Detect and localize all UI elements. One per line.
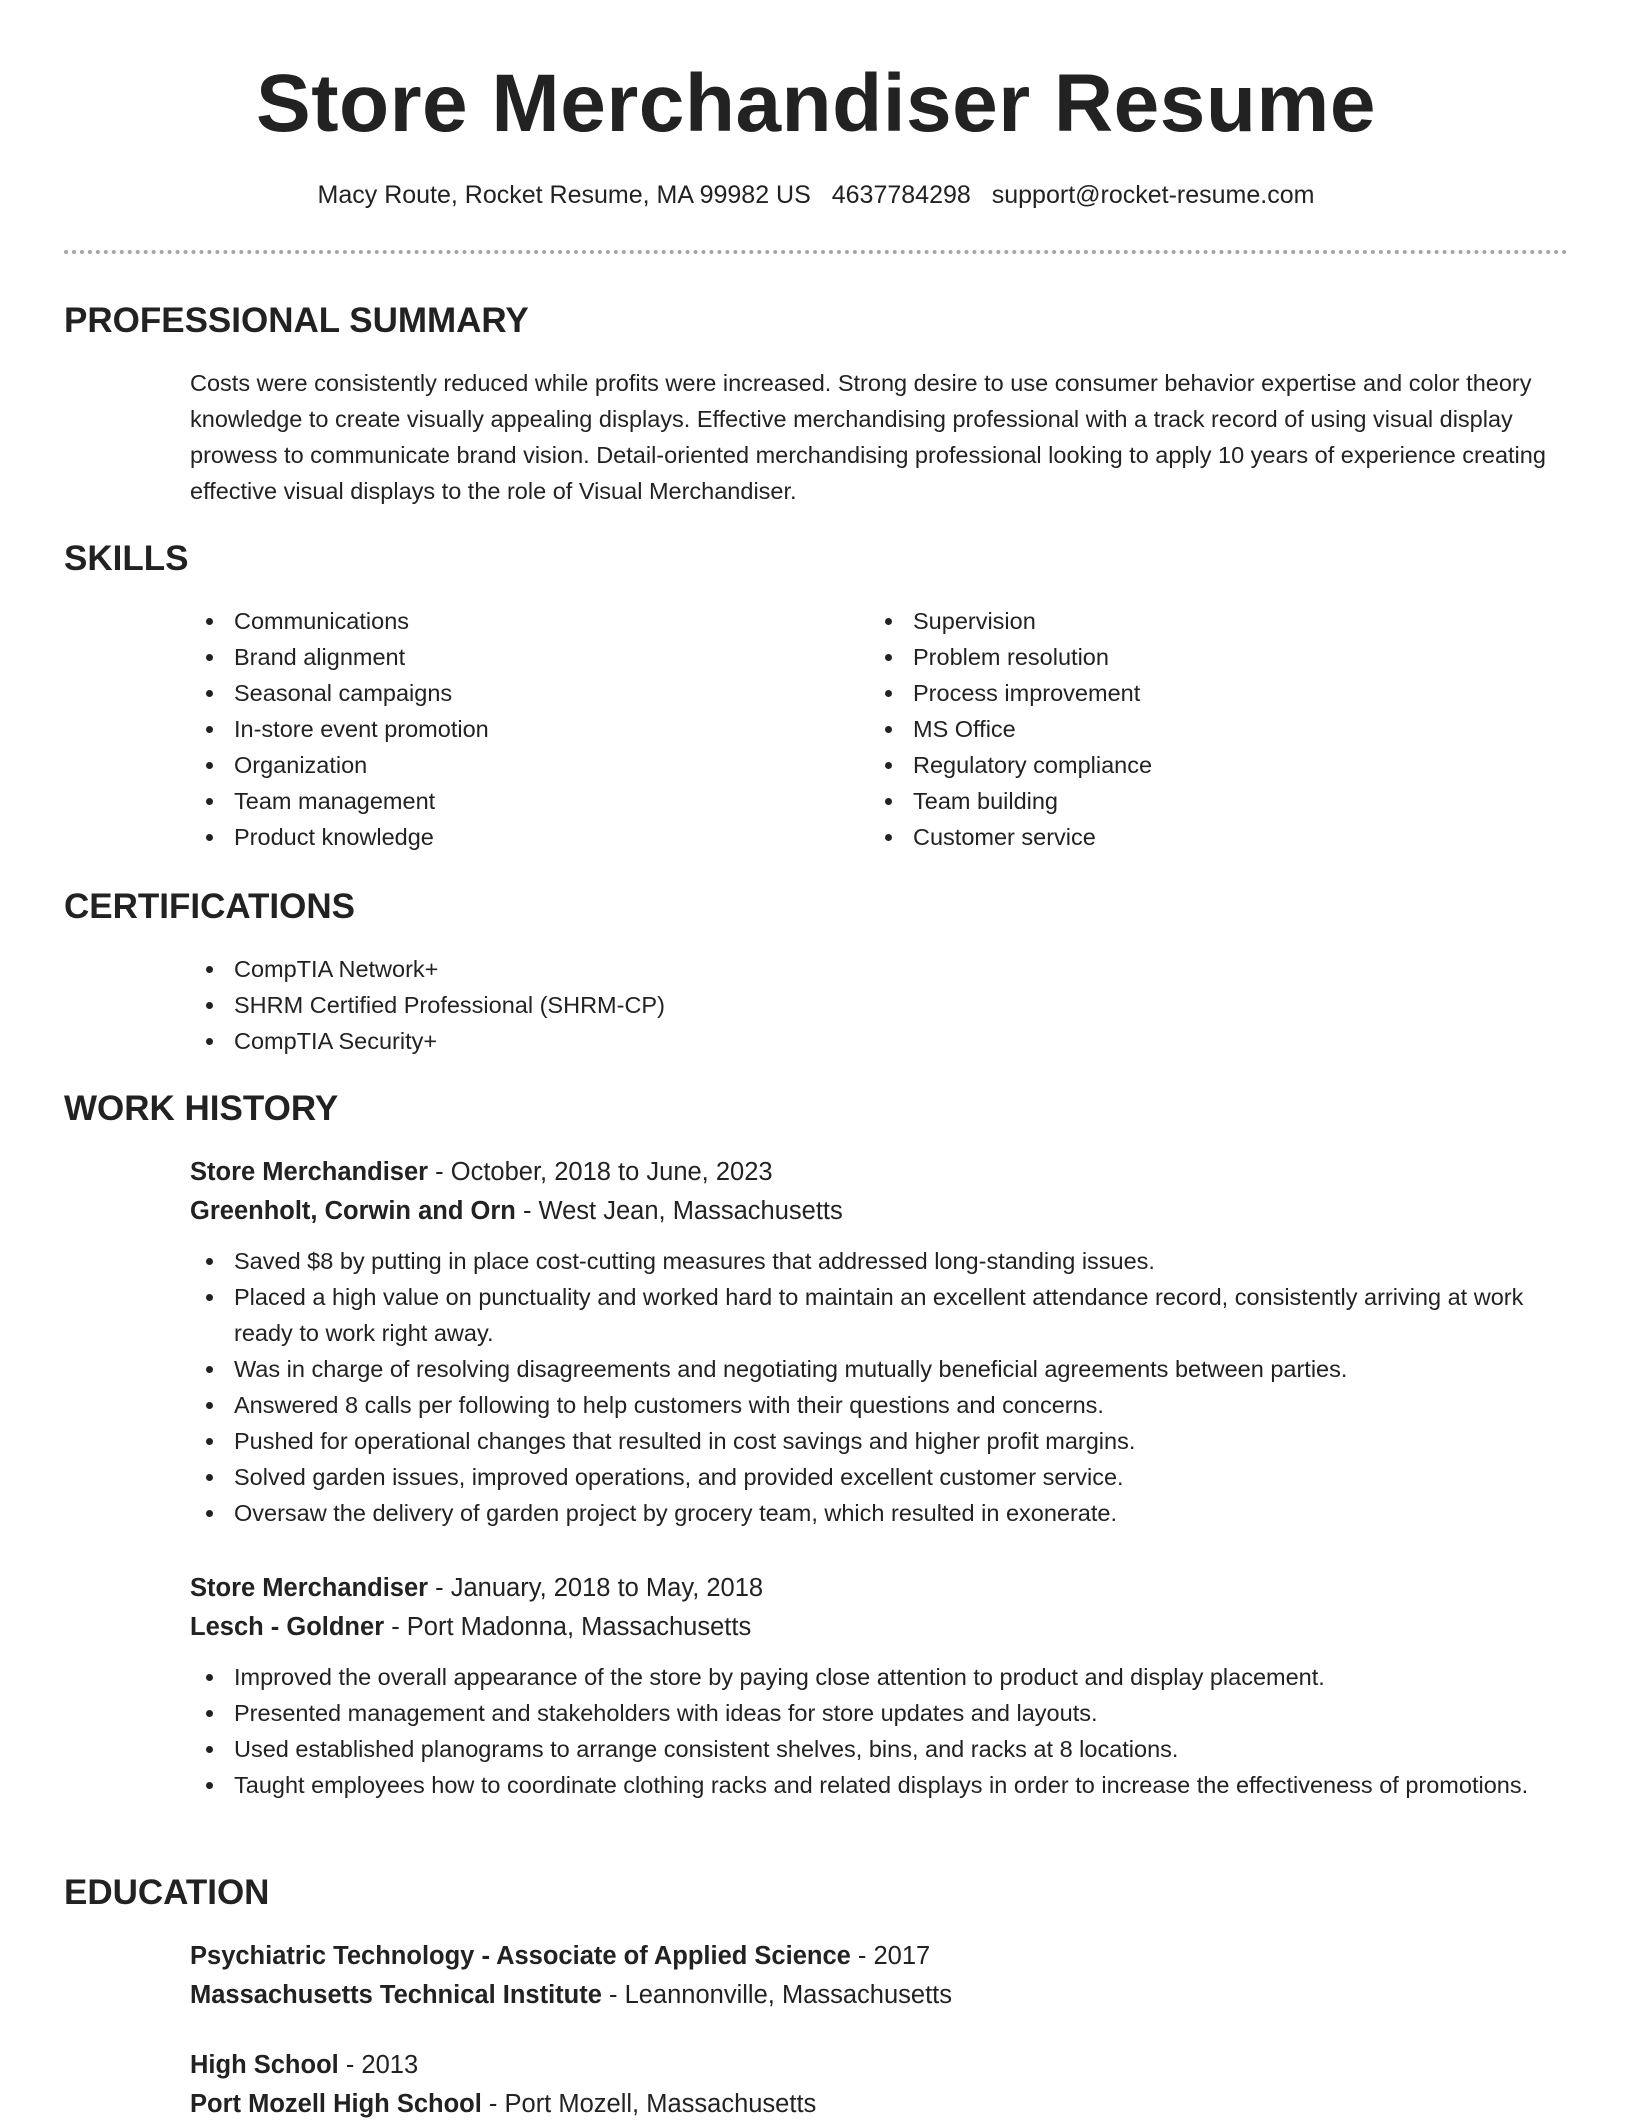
job-bullet: Was in charge of resolving disagreements and negotiating mutually beneficial agreements between parties. xyxy=(190,1351,1568,1387)
skill-item: Process improvement xyxy=(869,675,1152,711)
job-dates: - January, 2018 to May, 2018 xyxy=(428,1574,764,1602)
job-bullet: Used established planograms to arrange consistent shelves, bins, and racks at 8 locations. xyxy=(190,1731,1568,1767)
job-bullet: Taught employees how to coordinate clothing racks and related displays in order to increase the effectiveness of promotions. xyxy=(190,1767,1568,1803)
job-bullet: Pushed for operational changes that resulted in cost savings and higher profit margins. xyxy=(190,1423,1568,1459)
certifications-heading: CERTIFICATIONS xyxy=(64,887,356,926)
education-entry xyxy=(190,2046,1568,2124)
contact-address: Macy Route, Rocket Resume, MA 99982 US xyxy=(317,181,811,209)
skill-item: Regulatory compliance xyxy=(869,747,1152,783)
job-bullet: Solved garden issues, improved operations, and provided excellent customer service. xyxy=(190,1459,1568,1495)
skill-item: Team management xyxy=(190,783,489,819)
certifications-list xyxy=(190,951,665,1059)
education-year: - 2013 xyxy=(338,2051,419,2079)
skill-item: Team building xyxy=(869,783,1152,819)
education-degree: Psychiatric Technology - Associate of Applied Science xyxy=(190,1942,851,1970)
skill-item: Supervision xyxy=(869,603,1152,639)
contact-line xyxy=(64,180,1568,210)
job-bullet: Improved the overall appearance of the store by paying close attention to product and display placement. xyxy=(190,1659,1568,1695)
certification-item: CompTIA Security+ xyxy=(190,1023,665,1059)
job-title-line xyxy=(190,1153,1568,1192)
skill-item: Product knowledge xyxy=(190,819,489,855)
header-divider xyxy=(64,250,1568,254)
education-school-line xyxy=(190,2085,1568,2124)
job-role: Store Merchandiser xyxy=(190,1574,429,1602)
skill-item: Organization xyxy=(190,747,489,783)
education-school: Port Mozell High School xyxy=(190,2090,482,2118)
skills-list-left xyxy=(190,603,489,855)
education-location: - Leannonville, Massachusetts xyxy=(601,1981,953,2009)
education-school-line xyxy=(190,1976,1568,2015)
skills-heading: SKILLS xyxy=(64,539,189,578)
contact-email: support@rocket-resume.com xyxy=(991,181,1315,209)
education-location: - Port Mozell, Massachusetts xyxy=(481,2090,817,2118)
certification-item: CompTIA Network+ xyxy=(190,951,665,987)
job-dates: - October, 2018 to June, 2023 xyxy=(428,1158,773,1186)
education-degree: High School xyxy=(190,2051,339,2079)
job-location: - West Jean, Massachusetts xyxy=(515,1197,843,1225)
job-bullet: Answered 8 calls per following to help customers with their questions and concerns. xyxy=(190,1387,1568,1423)
skill-item: Problem resolution xyxy=(869,639,1152,675)
skills-list-right xyxy=(869,603,1152,855)
skill-item: Brand alignment xyxy=(190,639,489,675)
skill-item: In-store event promotion xyxy=(190,711,489,747)
skill-item: Customer service xyxy=(869,819,1152,855)
job-entry xyxy=(190,1569,1568,1803)
skill-item: Seasonal campaigns xyxy=(190,675,489,711)
job-title-line xyxy=(190,1569,1568,1608)
job-bullet: Oversaw the delivery of garden project by grocery team, which resulted in exonerate. xyxy=(190,1495,1568,1531)
job-company-line xyxy=(190,1192,1568,1231)
resume-header xyxy=(64,54,1568,210)
summary-text: Costs were consistently reduced while profits were increased. Strong desire to use consumer behavior expertise and color theory knowledge to create visually appealing displays. Effective merchandising professional with a track record of using visual display prowess to communicate brand vision. Detail-oriented merchandising professional looking to apply 10 years of experience creating effective visual displays to the role of Visual Merchandiser. xyxy=(190,370,1546,504)
job-location: - Port Madonna, Massachusetts xyxy=(384,1613,752,1641)
job-role: Store Merchandiser xyxy=(190,1158,429,1186)
job-bullet: Presented management and stakeholders with ideas for store updates and layouts. xyxy=(190,1695,1568,1731)
education-school: Massachusetts Technical Institute xyxy=(190,1981,602,2009)
job-company: Greenholt, Corwin and Orn xyxy=(190,1197,516,1225)
summary-heading: PROFESSIONAL SUMMARY xyxy=(64,301,529,340)
job-company: Lesch - Goldner xyxy=(190,1613,385,1641)
education-entry xyxy=(190,1937,1568,2015)
job-company-line xyxy=(190,1608,1568,1647)
certification-item: SHRM Certified Professional (SHRM-CP) xyxy=(190,987,665,1023)
job-entry xyxy=(190,1153,1568,1531)
education-year: - 2017 xyxy=(850,1942,931,1970)
resume-title: Store Merchandiser Resume xyxy=(256,58,1376,149)
job-bullets xyxy=(190,1243,1568,1531)
work-history-heading: WORK HISTORY xyxy=(64,1089,339,1128)
education-degree-line xyxy=(190,1937,1568,1976)
education-degree-line xyxy=(190,2046,1568,2085)
job-bullet: Placed a high value on punctuality and worked hard to maintain an excellent attendance record, consistently arriving at work ready to work right away. xyxy=(190,1279,1568,1351)
contact-phone: 4637784298 xyxy=(831,181,971,209)
skill-item: Communications xyxy=(190,603,489,639)
job-bullet: Saved $8 by putting in place cost-cutting measures that addressed long-standing issues. xyxy=(190,1243,1568,1279)
job-bullets xyxy=(190,1659,1568,1803)
skill-item: MS Office xyxy=(869,711,1152,747)
education-heading: EDUCATION xyxy=(64,1873,270,1912)
